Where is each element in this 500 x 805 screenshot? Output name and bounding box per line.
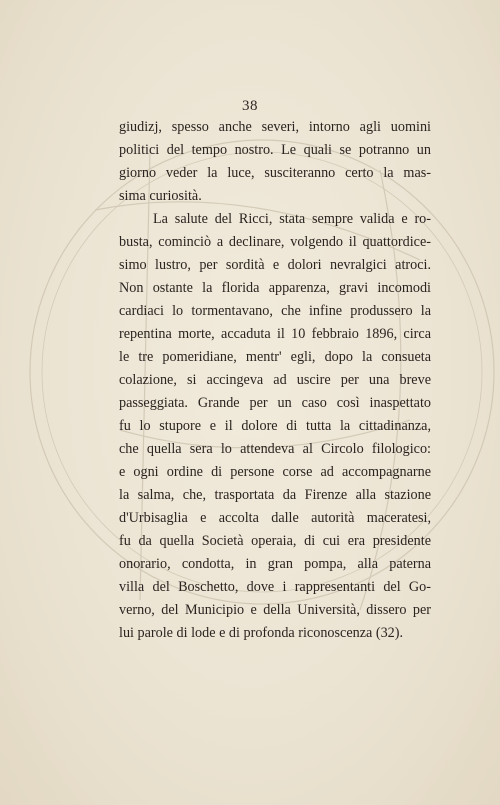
page-number: 38 — [242, 98, 258, 114]
text-line: Non ostante la florida apparenza, gravi incomodi — [119, 280, 431, 296]
text-line: fu da quella Società operaia, di cui era presidente — [119, 533, 431, 549]
paragraph-1 — [119, 116, 431, 208]
text-line: busta, cominciò a declinare, volgendo il quattordice- — [119, 234, 431, 250]
text-line: d'Urbisaglia e accolta dalle autorità maceratesi, — [119, 510, 431, 526]
text-line: che quella sera lo attendeva al Circolo filologico: — [119, 441, 431, 457]
text-line: fu lo stupore e il dolore di tutta la cittadinanza, — [119, 418, 431, 434]
text-line: lui parole di lode e di profonda riconoscenza (32). — [119, 625, 404, 641]
text-line: onorario, condotta, in gran pompa, alla paterna — [119, 556, 431, 572]
text-line: repentina morte, accaduta il 10 febbraio 1896, circa — [119, 326, 431, 342]
text-line: la salma, che, trasportata da Firenze alla stazione — [119, 487, 431, 503]
text-line: e ogni ordine di persone corse ad accompagnarne — [119, 464, 431, 480]
text-line: giorno veder la luce, susciteranno certo la mas- — [119, 165, 431, 181]
text-line: le tre pomeridiane, mentr' egli, dopo la consueta — [119, 349, 431, 365]
text-line: passeggiata. Grande per un caso così inaspettato — [119, 395, 431, 411]
text-line: verno, del Municipio e della Università, dissero per — [119, 602, 431, 618]
text-line: villa del Boschetto, dove i rappresentanti del Go- — [119, 579, 431, 595]
text-line: cardiaci lo tormentavano, che infine produssero la — [119, 303, 431, 319]
text-line: La salute del Ricci, stata sempre valida e ro- — [153, 211, 431, 227]
text-line: sima curiosità. — [119, 188, 202, 204]
text-line: giudizj, spesso anche severi, intorno agli uomini — [119, 119, 431, 135]
text-line: colazione, si accingeva ad uscire per una breve — [119, 372, 431, 388]
body-text — [119, 116, 431, 645]
text-line: simo lustro, per sordità e dolori nevralgici atroci. — [119, 257, 431, 273]
paragraph-2 — [119, 208, 431, 645]
text-line: politici del tempo nostro. Le quali se potranno un — [119, 142, 431, 158]
